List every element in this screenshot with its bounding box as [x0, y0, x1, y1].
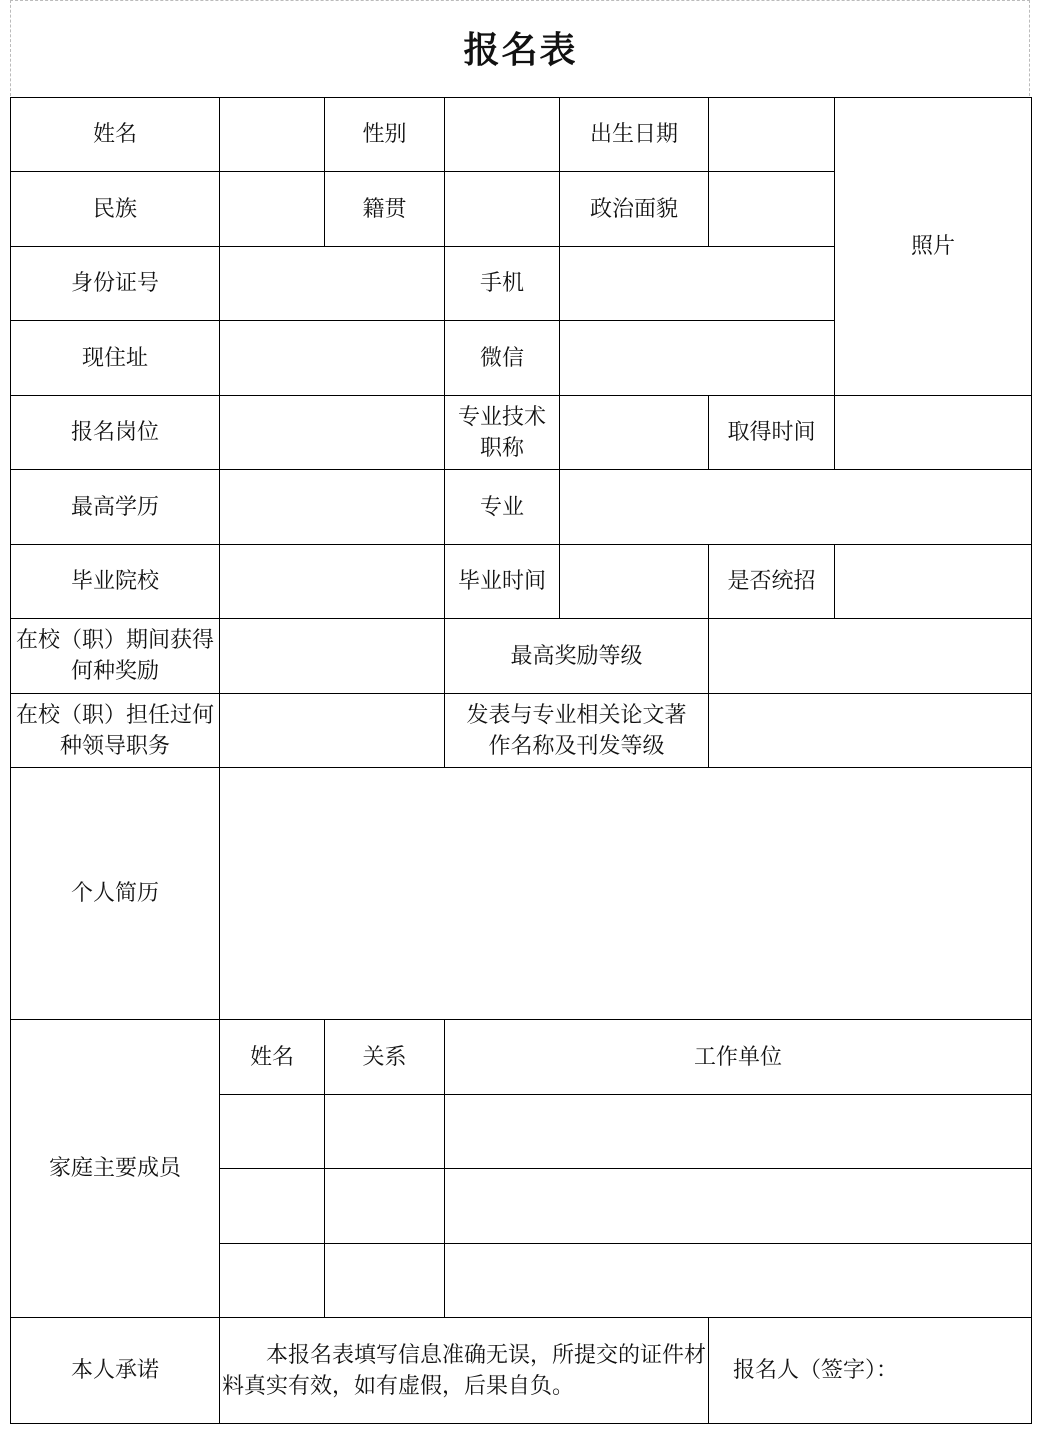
label-major: 专业	[445, 470, 560, 545]
promise-text: 本报名表填写信息准确无误，所提交的证件材料真实有效，如有虚假，后果自负。	[222, 1342, 707, 1399]
registration-form-table	[10, 97, 1032, 1424]
signature-cell[interactable]	[709, 1318, 1032, 1424]
label-education: 最高学历	[11, 470, 220, 545]
label-id-number: 身份证号	[11, 247, 220, 321]
family-name-cell[interactable]	[220, 1244, 325, 1318]
photo-cell[interactable]: 照片	[835, 98, 1032, 396]
label-obtain-time: 取得时间	[709, 396, 835, 470]
label-birth-date: 出生日期	[560, 98, 709, 172]
label-address: 现住址	[11, 321, 220, 396]
grad-time-input-cell[interactable]	[560, 545, 709, 619]
label-gender: 性别	[325, 98, 445, 172]
papers-input-cell[interactable]	[709, 694, 1032, 768]
family-col-work-unit: 工作单位	[445, 1020, 1032, 1095]
major-input-cell[interactable]	[560, 470, 1032, 545]
ethnicity-input-cell[interactable]	[220, 172, 325, 247]
family-work-unit-cell[interactable]	[445, 1244, 1032, 1318]
label-wechat: 微信	[445, 321, 560, 396]
family-work-unit-cell[interactable]	[445, 1095, 1032, 1169]
label-phone: 手机	[445, 247, 560, 321]
promise-text-cell	[220, 1318, 709, 1424]
family-relation-cell[interactable]	[325, 1244, 445, 1318]
awards-input-cell[interactable]	[220, 619, 445, 694]
label-name: 姓名	[11, 98, 220, 172]
position-input-cell[interactable]	[220, 396, 445, 470]
awards-line2: 何种奖励	[70, 659, 159, 684]
professional-title-line2: 职称	[479, 435, 524, 461]
form-title: 报名表	[463, 29, 578, 71]
label-resume: 个人简历	[11, 768, 220, 1020]
address-input-cell[interactable]	[220, 321, 445, 396]
papers-line2: 作名称及刊发等级	[488, 733, 665, 759]
label-awards	[11, 619, 220, 694]
wechat-input-cell[interactable]	[560, 321, 835, 396]
label-promise: 本人承诺	[11, 1318, 220, 1424]
leadership-input-cell[interactable]	[220, 694, 445, 768]
leadership-line1: 在校（职）担任过何	[15, 702, 214, 728]
label-unified-enrollment: 是否统招	[709, 545, 835, 619]
phone-input-cell[interactable]	[560, 247, 835, 321]
label-family: 家庭主要成员	[11, 1020, 220, 1318]
professional-title-line1: 专业技术	[457, 404, 546, 430]
label-award-level: 最高奖励等级	[445, 619, 709, 694]
signer-label: 报名人（签字）：	[733, 1358, 899, 1383]
education-input-cell[interactable]	[220, 470, 445, 545]
family-col-relation: 关系	[325, 1020, 445, 1095]
label-native-place: 籍贯	[325, 172, 445, 247]
birth-date-input-cell[interactable]	[709, 98, 835, 172]
resume-input-cell[interactable]	[220, 768, 1032, 1020]
label-school: 毕业院校	[11, 545, 220, 619]
label-political-status: 政治面貌	[560, 172, 709, 247]
label-professional-title	[445, 396, 560, 470]
name-input-cell[interactable]	[220, 98, 325, 172]
papers-line1: 发表与专业相关论文著	[466, 702, 687, 728]
label-grad-time: 毕业时间	[445, 545, 560, 619]
obtain-time-input-cell[interactable]	[835, 396, 1032, 470]
family-relation-cell[interactable]	[325, 1169, 445, 1244]
school-input-cell[interactable]	[220, 545, 445, 619]
gender-input-cell[interactable]	[445, 98, 560, 172]
label-ethnicity: 民族	[11, 172, 220, 247]
label-papers	[445, 694, 709, 768]
family-name-cell[interactable]	[220, 1095, 325, 1169]
native-place-input-cell[interactable]	[445, 172, 560, 247]
political-status-input-cell[interactable]	[709, 172, 835, 247]
family-name-cell[interactable]	[220, 1169, 325, 1244]
label-position: 报名岗位	[11, 396, 220, 470]
award-level-input-cell[interactable]	[709, 619, 1032, 694]
professional-title-input-cell[interactable]	[560, 396, 709, 470]
family-work-unit-cell[interactable]	[445, 1169, 1032, 1244]
id-number-input-cell[interactable]	[220, 247, 445, 321]
family-relation-cell[interactable]	[325, 1095, 445, 1169]
unified-enrollment-input-cell[interactable]	[835, 545, 1032, 619]
awards-line1: 在校（职）期间获得	[15, 628, 214, 653]
label-leadership	[11, 694, 220, 768]
family-col-name: 姓名	[220, 1020, 325, 1095]
leadership-line2: 种领导职务	[59, 733, 170, 759]
